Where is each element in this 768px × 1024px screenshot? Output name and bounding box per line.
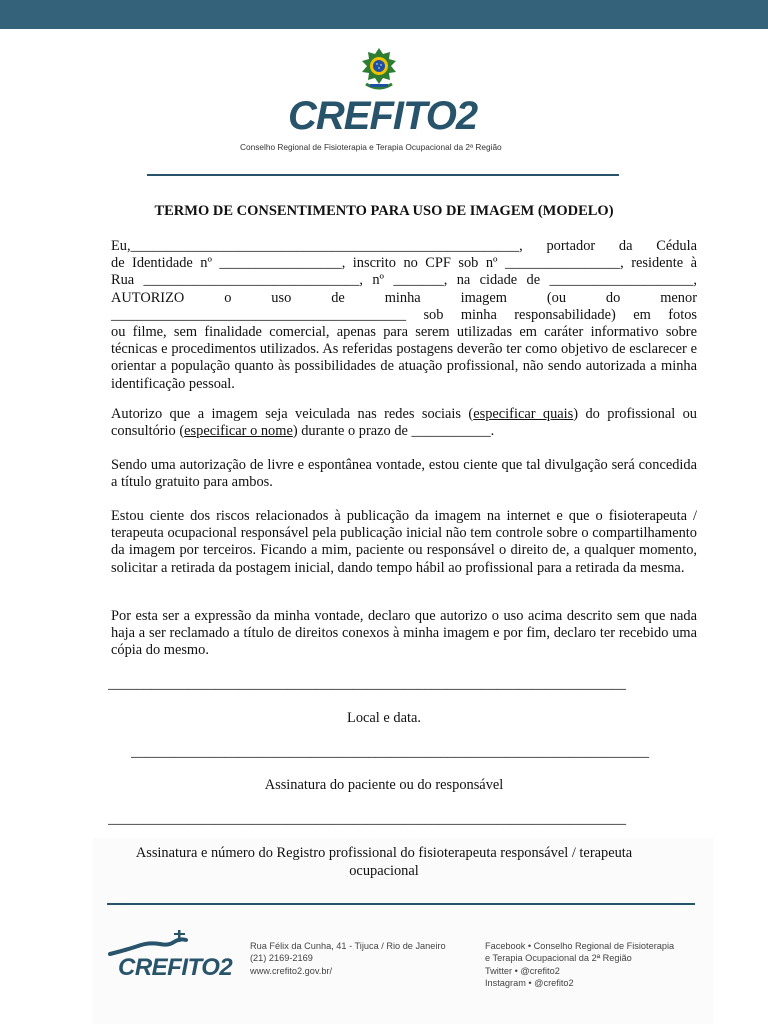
footer-divider [107, 903, 695, 905]
form-line: Eu,______________________________________________________, portador da Cédula [111, 238, 697, 254]
facebook-link[interactable]: Facebook • Conselho Regional de Fisioterapia [485, 941, 675, 951]
paragraph-risks: Estou ciente dos riscos relacionados à publicação da imagem na internet e que o fisioterapeuta / terapeuta ocupacional responsável pela publicação inicial não tem controle sobre o compartilhamento da imagem por terceiros. Ficando a mim, paciente ou responsável o direito de, a qualquer momento, solicitar a retirada da postagem inicial, dando tempo hábil ao profissional para a retirada da mesma. [111, 508, 697, 576]
paragraph-free-will: Sendo uma autorização de livre e espontânea vontade, estou ciente que tal divulgação será concedida a título gratuito para ambos. [111, 457, 697, 491]
council-name: Conselho Regional de Fisioterapia e Terapia Ocupacional da 2ª Região [240, 142, 502, 152]
placeholder-specify-networks: especificar quais [473, 406, 574, 422]
header-divider [147, 174, 619, 176]
form-line: de Identidade nº _________________, inscrito no CPF sob nº ________________, residente à [111, 255, 697, 272]
footer-address: Rua Félix da Cunha, 41 - Tijuca / Rio de Janeiro (21) 2169-2169 www.crefito2.gov.br/ [250, 941, 446, 976]
footer-crefito-logo: CREFITO2 [118, 954, 233, 981]
brasil-coat-of-arms-icon [358, 46, 400, 90]
signature-line-patient: ________________________________________________________________________ [131, 744, 650, 760]
signature-line-professional: ________________________________________________________________________ [108, 811, 627, 827]
label-patient-signature: Assinatura do paciente ou do responsável [264, 777, 504, 793]
paragraph-identification [111, 238, 697, 393]
form-line: Rua ______________________________, nº _______, na cidade de ____________________, [111, 272, 697, 289]
label-local-date: Local e data. [347, 710, 421, 726]
footer-website-link[interactable]: www.crefito2.gov.br/ [250, 965, 333, 976]
letterhead [0, 42, 768, 182]
document-title: TERMO DE CONSENTIMENTO PARA USO DE IMAGEM (MODELO) [154, 203, 614, 219]
paragraph-social-media: Autorizo que a imagem seja veiculada nas redes sociais (especificar quais) do profissional ou consultório (especificar o nome) durante o prazo de ___________. [111, 406, 697, 440]
form-line: _________________________________________ sob minha responsabilidade) em fotos [111, 306, 697, 323]
paragraph-declaration: Por esta ser a expressão da minha vontade, declaro que autorizo o uso acima descrito sem que nada haja a ser reclamado a título de direitos conexos à minha imagem e por fim, declaro ter recebido uma cópia do mesmo. [111, 608, 697, 659]
crefito-logo: CREFITO2 [288, 94, 478, 138]
form-line: AUTORIZO o uso de minha imagem (ou do menor [111, 289, 697, 306]
instagram-link[interactable]: Instagram • @crefito2 [485, 978, 574, 989]
label-professional-signature: Assinatura e número do Registro profissional do fisioterapeuta responsável / terapeuta ocupacional [135, 845, 633, 879]
paragraph-text: ou filme, sem finalidade comercial, apenas para serem utilizadas em caráter informativo sobre técnicas e procedimentos utilizados. As referidas postagens deverão ter como objetivo de esclarecer e orientar a população quanto às possibilidades de atuação profissional, não sendo autorizada a minha identificação pessoal. [111, 324, 697, 392]
footer-social: Facebook • Conselho Regional de Fisioterapia e Terapia Ocupacional da 2ª Região Twitter • @crefito2 Instagram • @crefito2 [485, 941, 675, 989]
twitter-link[interactable]: Twitter • @crefito2 [485, 965, 560, 976]
top-bar [0, 0, 768, 29]
signature-line-local: ________________________________________________________________________ [108, 676, 627, 692]
placeholder-specify-name: especificar o nome [184, 423, 293, 440]
